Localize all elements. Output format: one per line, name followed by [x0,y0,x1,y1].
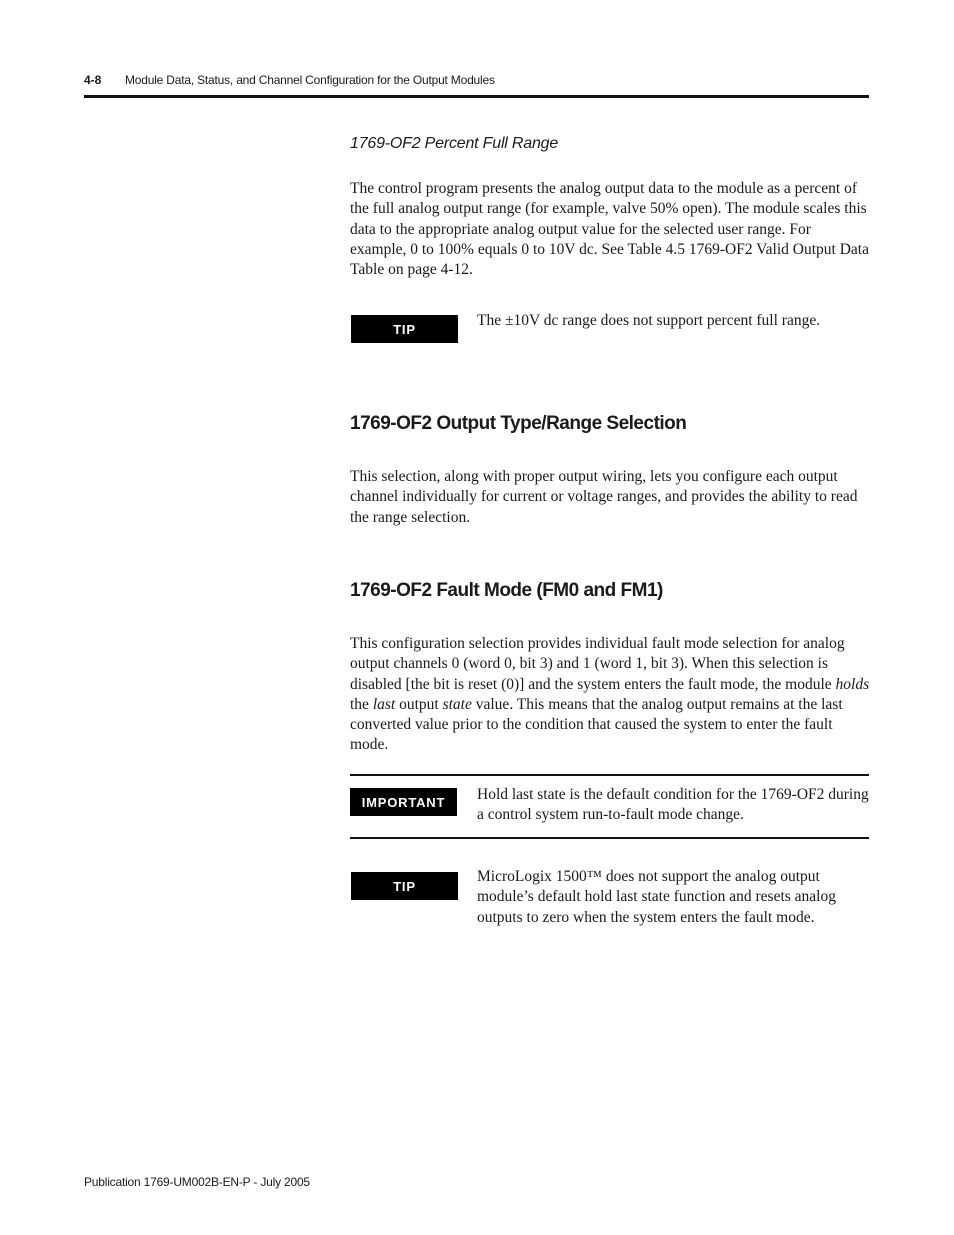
fault-mode-text-a: This configuration selection provides individual fault mode selection for analog output channels 0 (word 0, bit 3) and 1 (word 1, bit 3). When this selection is disabled [the bit is reset (0)] and the system enters the fault mode, the module [350,635,845,693]
header-rule [84,95,869,98]
percent-full-range-subheading: 1769-OF2 Percent Full Range [350,135,559,152]
tip-label: TIP [351,315,458,343]
output-type-heading: 1769-OF2 Output Type/Range Selection [350,413,687,434]
important-bottom-rule [350,837,869,839]
fault-mode-paragraph [350,634,870,756]
important-text: Hold last state is the default condition for the 1769-OF2 during a control system run-to-fault mode change. [477,786,869,824]
publication-footer: Publication 1769-UM002B-EN-P - July 2005 [84,1175,310,1189]
fault-mode-text-b: value. This means that the analog output remains at the last converted value prior to the condition that caused the system to enter the fault mode. [350,695,843,754]
tip-text-2: MicroLogix 1500™ does not support the analog output module’s default hold last state function and resets analog outputs to zero when the system enters the fault mode. [477,868,836,926]
fault-mode-heading: 1769-OF2 Fault Mode (FM0 and FM1) [350,580,663,601]
fault-mode-word-state: state [442,695,472,713]
fault-mode-word-the: the [350,695,373,713]
running-header-title: Module Data, Status, and Channel Configuration for the Output Modules [125,73,495,87]
important-label: IMPORTANT [350,788,457,816]
percent-full-range-paragraph: The control program presents the analog output data to the module as a percent of the full analog output range (for example, valve 50% open). The module scales this data to the appropriate analog output value for the selected user range. For example, 0 to 100% equals 0 to 10V dc. See Table 4.5 1769-OF2 Valid Output Data Table on page 4-12. [350,180,869,279]
output-type-paragraph: This selection, along with proper output wiring, lets you configure each output channel individually for current or voltage ranges, and provides the ability to read the range selection. [350,468,858,526]
page-number: 4-8 [84,73,102,87]
important-top-rule [350,774,869,776]
tip-label-2: TIP [351,872,458,900]
fault-mode-word-output: output [395,695,443,713]
fault-mode-word-holds: holds [835,675,870,693]
tip-text: The ±10V dc range does not support percent full range. [477,312,821,329]
fault-mode-word-last: last [372,695,396,713]
